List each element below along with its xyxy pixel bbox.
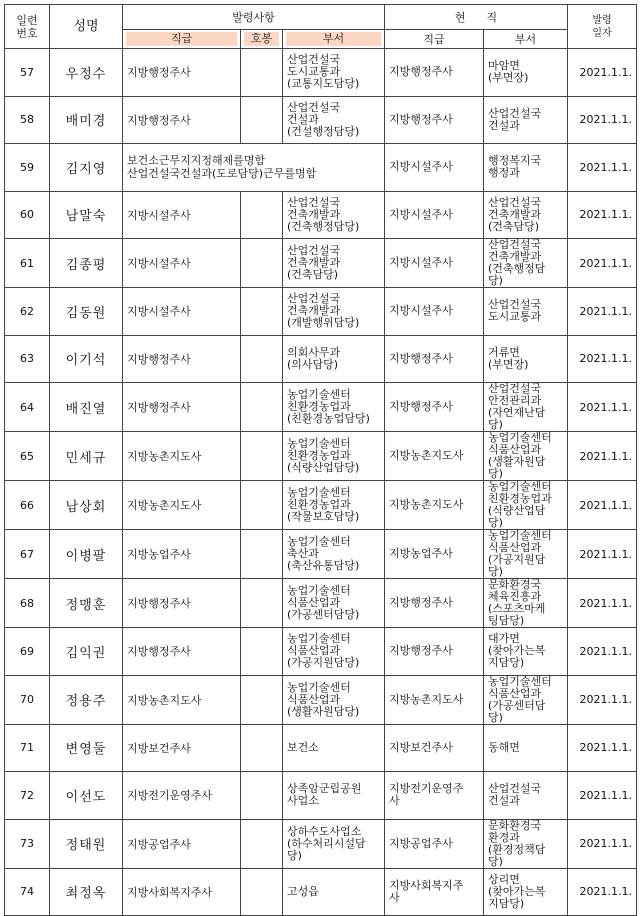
table-row [5, 481, 637, 530]
appointed-step [241, 675, 283, 724]
person-name: 남상회 [50, 481, 123, 530]
appointment-date: 2021.1.1. [568, 628, 637, 676]
person-name: 이기석 [50, 335, 123, 383]
current-rank: 지방사회복지주 사 [385, 868, 484, 916]
appointment-date: 2021.1.1. [568, 724, 637, 772]
appointed-rank: 지방행정주사 [123, 628, 241, 676]
current-rank: 지방시설주사 [385, 288, 484, 336]
appointed-dept: 산업건설국 도시교통과 (교통지도담당) [283, 49, 385, 97]
current-rank: 지방행정주사 [385, 96, 484, 144]
person-name: 김동원 [50, 288, 123, 336]
appointment-date: 2021.1.1. [568, 239, 637, 288]
appointment-date: 2021.1.1. [568, 96, 637, 144]
serial-number: 66 [5, 481, 50, 530]
table-row [5, 724, 637, 772]
serial-number: 74 [5, 868, 50, 916]
current-dept: 농업기술센터 친환경농업과 (식량산업담 당) [484, 481, 568, 530]
appointed-rank: 지방시설주사 [123, 191, 241, 239]
current-rank: 지방농촌지도사 [385, 481, 484, 530]
appointed-step [241, 819, 283, 868]
table-row [5, 628, 637, 676]
appointed-rank: 지방시설주사 [123, 239, 241, 288]
current-dept: 산업건설국 건축개발과 (건축행정담 당) [484, 239, 568, 288]
person-name: 민세규 [50, 432, 123, 481]
current-dept: 동해면 [484, 724, 568, 772]
appointed-step [241, 383, 283, 432]
person-name: 김종평 [50, 239, 123, 288]
appointed-step [241, 239, 283, 288]
appointed-dept: 산업건설국 건축개발과 (개발행위담당) [283, 288, 385, 336]
header-current-rank: 직급 [385, 30, 484, 49]
table-row [5, 675, 637, 724]
appointed-step [241, 724, 283, 772]
current-dept: 문화환경국 체육진흥과 (스포츠마케 팅담당) [484, 579, 568, 628]
appointed-step [241, 335, 283, 383]
current-rank: 지방행정주사 [385, 49, 484, 97]
appointed-rank: 지방행정주사 [123, 579, 241, 628]
person-name: 김지영 [50, 144, 123, 192]
current-dept: 산업건설국 안전관리과 (자연재난담 당) [484, 383, 568, 432]
person-name: 정용주 [50, 675, 123, 724]
table-row [5, 819, 637, 868]
appointed-rank: 지방행정주사 [123, 96, 241, 144]
appointed-dept: 농업기술센터 친환경농업과 (식량산업담당) [283, 432, 385, 481]
current-rank: 지방행정주사 [385, 579, 484, 628]
appointment-date: 2021.1.1. [568, 675, 637, 724]
serial-number: 62 [5, 288, 50, 336]
appointment-date: 2021.1.1. [568, 288, 637, 336]
header-current-dept: 부서 [484, 30, 568, 49]
person-name: 배미경 [50, 96, 123, 144]
appointment-date: 2021.1.1. [568, 481, 637, 530]
appointed-dept: 농업기술센터 식품산업과 (생활자원담당) [283, 675, 385, 724]
serial-number: 63 [5, 335, 50, 383]
person-name: 남말숙 [50, 191, 123, 239]
current-dept: 산업건설국 건설과 [484, 772, 568, 820]
serial-number: 71 [5, 724, 50, 772]
personnel-appointment-table [4, 4, 637, 916]
current-rank: 지방행정주사 [385, 383, 484, 432]
appointed-step [241, 579, 283, 628]
appointed-dept: 농업기술센터 식품산업과 (가공지원담당) [283, 628, 385, 676]
person-name: 정태원 [50, 819, 123, 868]
header-appointment-date: 발령 일자 [568, 5, 637, 49]
appointed-rank: 지방농촌지도사 [123, 481, 241, 530]
current-dept: 농업기술센터 식품산업과 (생활자원담 당) [484, 432, 568, 481]
appointed-rank: 지방시설주사 [123, 288, 241, 336]
header-name: 성명 [50, 5, 123, 49]
current-dept: 산업건설국 도시교통과 [484, 288, 568, 336]
current-dept: 상리면 (찾아가는복 지담당) [484, 868, 568, 916]
table-row [5, 191, 637, 239]
appointed-dept: 상하수도사업소 (하수처리시설담 당) [283, 819, 385, 868]
appointment-date: 2021.1.1. [568, 772, 637, 820]
table-row [5, 335, 637, 383]
serial-number: 73 [5, 819, 50, 868]
table-row [5, 288, 637, 336]
person-name: 배진열 [50, 383, 123, 432]
appointed-step [241, 628, 283, 676]
appointment-date: 2021.1.1. [568, 432, 637, 481]
header-current-position: 현 직 [385, 5, 568, 30]
current-rank: 지방시설주사 [385, 191, 484, 239]
appointed-rank: 지방공업주사 [123, 819, 241, 868]
serial-number: 67 [5, 530, 50, 579]
appointed-step [241, 530, 283, 579]
current-dept: 산업건설국 건축개발과 (건축담당) [484, 191, 568, 239]
appointed-dept: 산업건설국 건축개발과 (건축행정담당) [283, 191, 385, 239]
table-row [5, 96, 637, 144]
table-row [5, 49, 637, 97]
serial-number: 72 [5, 772, 50, 820]
serial-number: 68 [5, 579, 50, 628]
appointment-date: 2021.1.1. [568, 49, 637, 97]
table-row [5, 432, 637, 481]
current-rank: 지방공업주사 [385, 819, 484, 868]
appointment-date: 2021.1.1. [568, 819, 637, 868]
appointed-dept: 농업기술센터 식품산업과 (가공센터담당) [283, 579, 385, 628]
current-dept: 마암면 (부면장) [484, 49, 568, 97]
table-row [5, 383, 637, 432]
serial-number: 65 [5, 432, 50, 481]
current-rank: 지방보건주사 [385, 724, 484, 772]
person-name: 우정수 [50, 49, 123, 97]
header-rank: 직급 [123, 30, 241, 49]
current-rank: 지방행정주사 [385, 628, 484, 676]
header-serial-number: 일련 번호 [5, 5, 50, 49]
current-rank: 지방시설주사 [385, 144, 484, 192]
current-dept: 농업기술센터 식품산업과 (가공센터담 당) [484, 675, 568, 724]
appointed-dept: 의회사무과 (의사담당) [283, 335, 385, 383]
serial-number: 61 [5, 239, 50, 288]
current-dept: 거류면 (부면장) [484, 335, 568, 383]
appointed-step [241, 772, 283, 820]
appointed-step [241, 432, 283, 481]
current-rank: 지방농업주사 [385, 530, 484, 579]
table-row [5, 579, 637, 628]
appointment-date: 2021.1.1. [568, 383, 637, 432]
serial-number: 70 [5, 675, 50, 724]
serial-number: 64 [5, 383, 50, 432]
appointment-date: 2021.1.1. [568, 191, 637, 239]
table-row [5, 530, 637, 579]
appointed-step [241, 191, 283, 239]
header-appointment: 발령사항 [123, 5, 385, 30]
appointed-rank: 지방보건주사 [123, 724, 241, 772]
person-name: 이병팔 [50, 530, 123, 579]
current-rank: 지방농촌지도사 [385, 432, 484, 481]
appointed-dept: 고성읍 [283, 868, 385, 916]
current-rank: 지방행정주사 [385, 335, 484, 383]
current-dept: 행정복지국 행정과 [484, 144, 568, 192]
appointed-step [241, 868, 283, 916]
current-rank: 지방전기운영주 사 [385, 772, 484, 820]
appointed-rank: 지방행정주사 [123, 383, 241, 432]
current-dept: 대가면 (찾아가는복 지담당) [484, 628, 568, 676]
header-step: 호봉 [241, 30, 283, 49]
serial-number: 69 [5, 628, 50, 676]
appointment-date: 2021.1.1. [568, 335, 637, 383]
serial-number: 57 [5, 49, 50, 97]
current-rank: 지방농촌지도사 [385, 675, 484, 724]
person-name: 김익권 [50, 628, 123, 676]
appointed-rank: 지방농촌지도사 [123, 432, 241, 481]
appointment-note: 보건소근무지지정해제를명함 산업건설국건설과(도로담당)근무를명함 [123, 144, 385, 192]
appointment-date: 2021.1.1. [568, 144, 637, 192]
appointment-date: 2021.1.1. [568, 530, 637, 579]
appointment-date: 2021.1.1. [568, 868, 637, 916]
appointed-rank: 지방사회복지주사 [123, 868, 241, 916]
person-name: 최정옥 [50, 868, 123, 916]
appointed-dept: 산업건설국 건축개발과 (건축담당) [283, 239, 385, 288]
serial-number: 58 [5, 96, 50, 144]
appointed-dept: 보건소 [283, 724, 385, 772]
appointed-rank: 지방행정주사 [123, 335, 241, 383]
appointed-dept: 농업기술센터 축산과 (축산유통담당) [283, 530, 385, 579]
appointed-step [241, 481, 283, 530]
serial-number: 59 [5, 144, 50, 192]
appointed-step [241, 96, 283, 144]
appointed-step [241, 49, 283, 97]
table-row [5, 772, 637, 820]
current-rank: 지방시설주사 [385, 239, 484, 288]
appointed-dept: 농업기술센터 친환경농업과 (작물보호담당) [283, 481, 385, 530]
appointed-rank: 지방농촌지도사 [123, 675, 241, 724]
table-row [5, 144, 637, 192]
appointed-dept: 산업건설국 건설과 (건설행정담당) [283, 96, 385, 144]
header-dept: 부서 [283, 30, 385, 49]
person-name: 이선도 [50, 772, 123, 820]
appointment-date: 2021.1.1. [568, 579, 637, 628]
appointed-rank: 지방행정주사 [123, 49, 241, 97]
current-dept: 농업기술센터 식품산업과 (가공지원담 당) [484, 530, 568, 579]
appointed-dept: 상족암군립공원 사업소 [283, 772, 385, 820]
table-row [5, 868, 637, 916]
appointed-rank: 지방농업주사 [123, 530, 241, 579]
serial-number: 60 [5, 191, 50, 239]
appointed-step [241, 288, 283, 336]
current-dept: 산업건설국 건설과 [484, 96, 568, 144]
person-name: 변영둘 [50, 724, 123, 772]
person-name: 정맹훈 [50, 579, 123, 628]
appointed-rank: 지방전기운영주사 [123, 772, 241, 820]
table-row [5, 239, 637, 288]
appointed-dept: 농업기술센터 친환경농업과 (친환경농업담당) [283, 383, 385, 432]
current-dept: 문화환경국 환경과 (환경정책담 당) [484, 819, 568, 868]
